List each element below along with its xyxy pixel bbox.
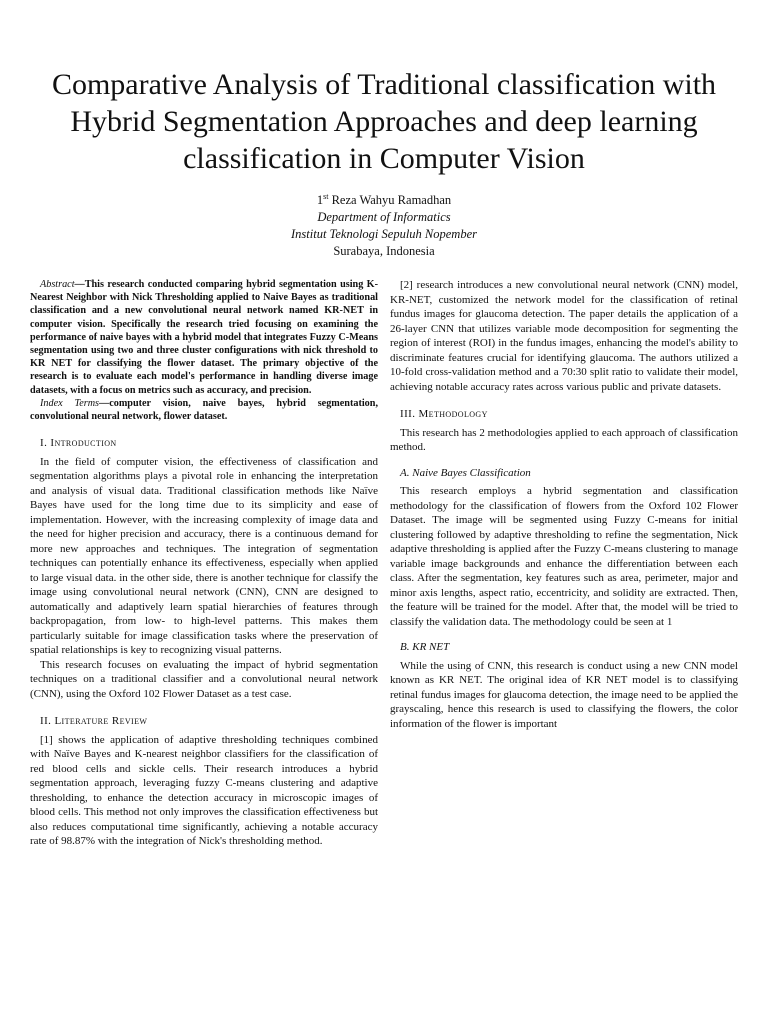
abstract-dash: —	[74, 279, 85, 290]
subsection-heading-kr-net	[390, 640, 738, 655]
subsection-heading-naive-bayes	[390, 466, 738, 481]
section-heading-methodology	[390, 407, 738, 422]
literature-paragraph-2: [2] research introduces a new convolutional neural network (CNN) model, KR-NET, customized the network model for the classification of retinal fundus images for glaucoma detection. The paper details the application of a 26-layer CNN that utilizes variable mode decomposition for segmenting the region of interest (ROI) in the fundus images, enhancing the model's ability to discriminate features crucial for identifying glaucoma. The authors utilized a 10-fold cross-validation method and a 70:30 split ratio to validate their model, achieving notable accuracy rates across various public and private datasets.	[390, 279, 738, 393]
abstract-label: Abstract	[40, 279, 75, 290]
section-title: Literature Review	[54, 715, 148, 728]
left-column	[30, 278, 378, 849]
section-numeral: I.	[40, 437, 48, 450]
author-department: Department of Informatics	[317, 210, 451, 224]
subsection-letter: A.	[400, 466, 410, 479]
author-location: Surabaya, Indonesia	[333, 244, 435, 258]
subsection-letter: B.	[400, 641, 410, 653]
author-institution: Institut Teknologi Sepuluh Nopember	[291, 227, 477, 241]
literature-paragraph-1: [1] shows the application of adaptive thresholding techniques combined with Naïve Bayes and K-nearest neighbor classifiers for the classification of red blood cells and sickle cells. Their research introduces a hybrid segmentation approach, leveraging fuzzy C-means clustering and adaptive thresholding, to enhance the detection accuracy in microscopic images of blood cells. This method not only improves the classification effectiveness but also reduces computational time significantly, achieving a notable accuracy rate of 98.87% with the integration of Nick's thresholding method.	[30, 733, 378, 848]
intro-paragraph-1: In the field of computer vision, the effectiveness of classification and segmentation algorithms plays a pivotal role in enhancing the interpretation and analysis of visual data. Traditional classification methods like Naïve Bayes have used for the long time due to its simplicity and ease of implementation. However, with the increasing complexity of image data and the need for higher precision and accuracy, there is a continuous demand for more new approaches and techniques. The integration of segmentation techniques can potentially enhance its effectiveness, especially when applied to large visual data. in the other side, there is another technique for classify the image using convolutional neural network (CNN), CNN are designed to automatically and adaptively learn spatial hierarchies of features through backpropagation, from low- to high-level patterns. This makes them particularly suitable for image classification tasks where the preservation of spatial relationships is key to recognizing visual patterns.	[30, 455, 378, 657]
abstract-paragraph	[30, 278, 378, 397]
subsection-title: Naive Bayes Classification	[412, 466, 531, 479]
abstract-text: This research conducted comparing hybrid segmentation using K-Nearest Neighbor with Nick Thresholding applied to Naive Bayes as traditional classification and a new convolutional neural network named KR-NET in computer vision. Specifically the research tried focusing on examining the performance of naive bayes with a hybrid model that integrates Fuzzy C-Means segmentation using two and three cluster configurations with nick threshold to KR NET for classifying the flower dataset. The primary objective of the research is to evaluate each model's performance in handling diverse image datasets, with a focus on metrics such as accuracy, and precision.	[30, 279, 378, 396]
right-column	[390, 278, 738, 731]
intro-paragraph-2: This research focuses on evaluating the impact of hybrid segmentation techniques on a traditional classifier and a convolutional neural network (CNN), using the Oxford 102 Flower Dataset as a test case.	[30, 658, 378, 700]
section-heading-introduction	[30, 436, 378, 451]
author-name: Reza Wahyu Ramadhan	[331, 193, 452, 207]
subsection-title: KR NET	[412, 641, 450, 653]
section-numeral: III.	[400, 408, 416, 420]
section-title: Methodology	[418, 408, 488, 420]
section-title: Introduction	[50, 437, 117, 450]
methodology-paragraph-1: This research has 2 methodologies applied to each approach of classification method.	[390, 426, 738, 453]
author-ordinal: 1	[316, 193, 324, 207]
index-terms-paragraph	[30, 397, 378, 423]
author-block	[0, 192, 768, 260]
kr-net-paragraph: While the using of CNN, this research is conduct using a new CNN model known as KR NET. The original idea of KR NET model is to classifying retinal fundus images for glaucoma detection, the image need to be applied the grayscaling, hence this research is used to classifying the flowers, the color information of the flower is important	[390, 659, 738, 730]
section-numeral: II.	[40, 715, 52, 728]
author-name-line	[0, 192, 768, 209]
index-terms-text: computer vision, naive bayes, hybrid segmentation, convolutional neural network, flower dataset.	[30, 397, 378, 423]
index-terms-label: Index Terms	[40, 397, 100, 409]
author-ordinal-suffix: st	[323, 192, 329, 201]
naive-bayes-paragraph: This research employs a hybrid segmentation and classification methodology for the classification of flowers from the Oxford 102 Flower Dataset. The image will be segmented using Fuzzy C-means for initial clustering followed by adaptive thresholding to refine the segmentation, Nick adaptive thresholding is applied after the Fuzzy C-means clustering to manage variable image backgrounds and enhance the differentiation between each class. After the segmentation, key features such as area, perimeter, major and minor axis lengths, aspect ratio, eccentricity, and solidity are extracted. Then, the feature will be trained for the model. After that, the model will be tried to classify the validation data. The methodology could be seen at 1	[390, 485, 738, 628]
section-heading-literature-review	[30, 714, 378, 729]
index-terms-dash: —	[99, 397, 110, 409]
paper-title: Comparative Analysis of Traditional classification with Hybrid Segmentation Approaches and deep learning classification in Computer Vision	[51, 68, 717, 175]
